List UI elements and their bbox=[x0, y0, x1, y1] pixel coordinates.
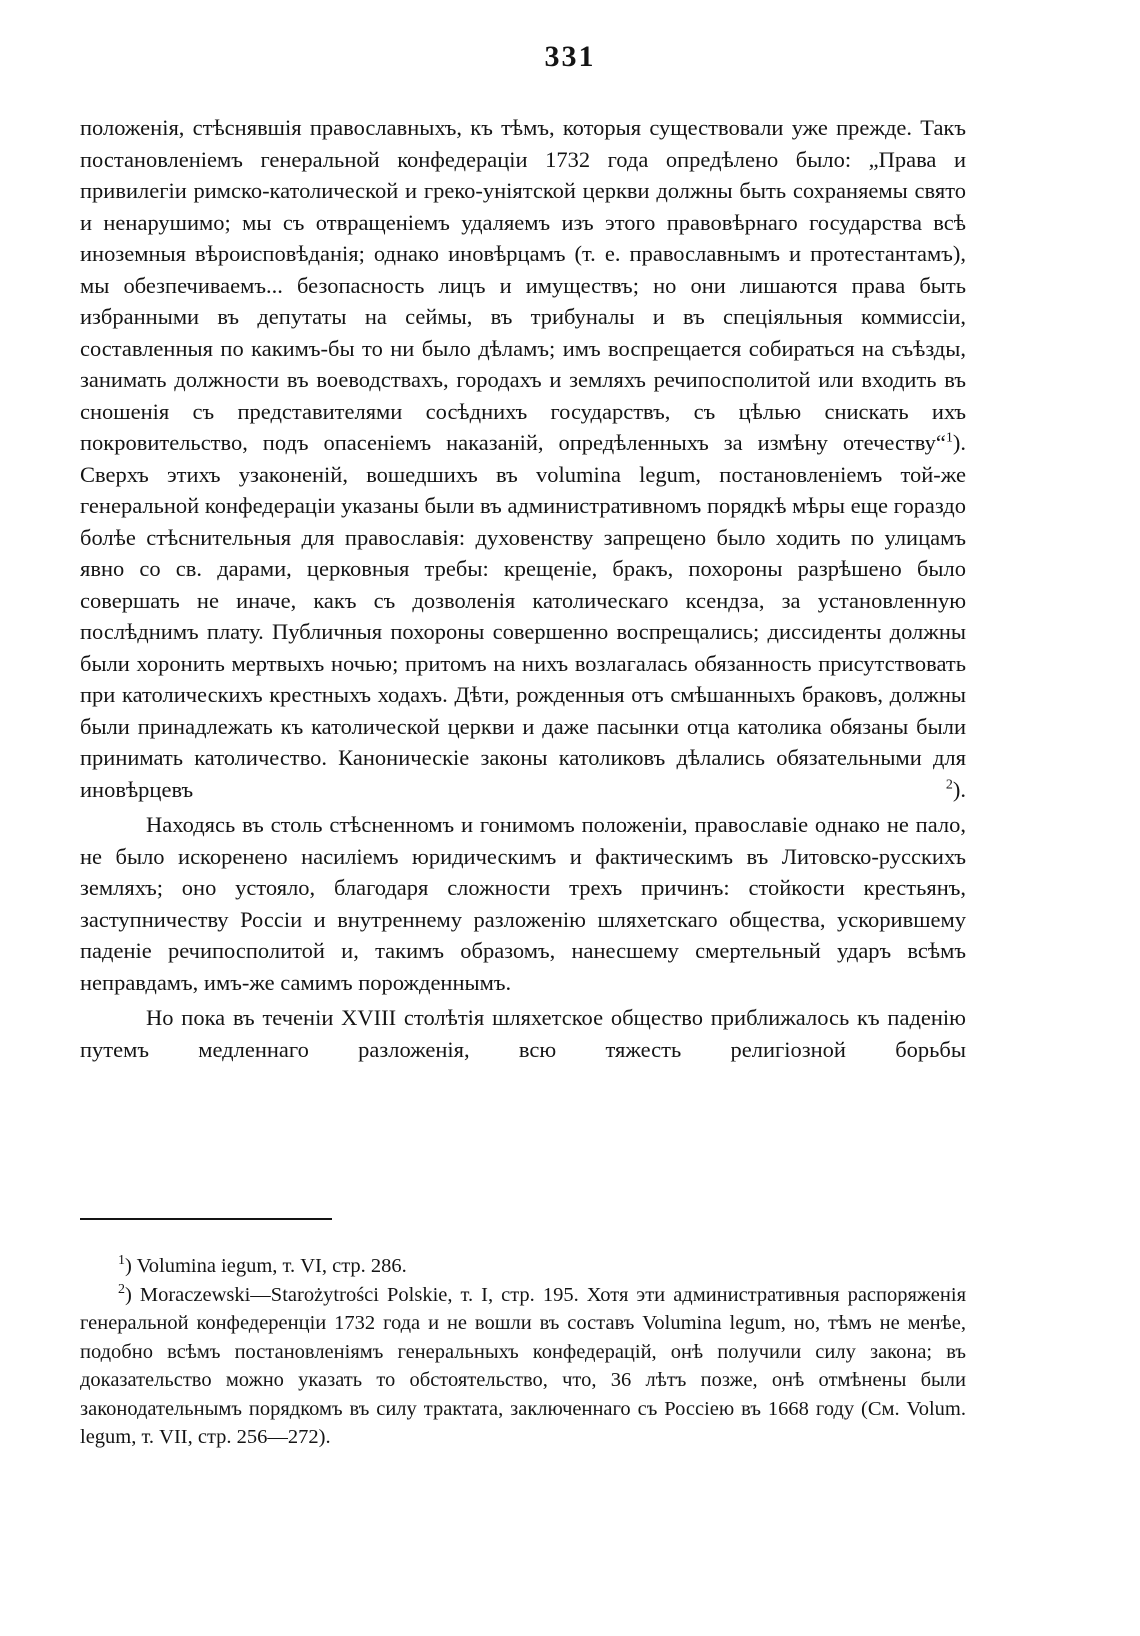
paragraph-2 bbox=[80, 809, 966, 998]
footnote-2 bbox=[80, 1281, 966, 1452]
footnote-1 bbox=[80, 1252, 966, 1281]
footnote-1-text: ) Volumina iegum, т. VI, стр. 286. bbox=[125, 1255, 407, 1277]
paragraph-3-text: Но пока въ теченіи XVIII столѣтія шляхетское общество приближалось къ паденію путемъ медленнаго разложенія, всю тяжесть религіозной борьбы bbox=[80, 1005, 966, 1062]
paragraph-2-text: Находясь въ столь стѣсненномъ и гонимомъ положеніи, православіе однако не пало, не было искоренено насиліемъ юридическимъ и фактическимъ въ Литовско-русскихъ земляхъ; оно устояло, благодаря сложности трехъ причинъ: стойкости крестьянъ, заступничеству Россіи и внутреннему разложенію шляхетскаго общества, ускорившему паденіе речипосполитой и, такимъ образомъ, нанесшему смертельный ударъ всѣмъ неправдамъ, имъ-же самимъ порожденнымъ. bbox=[80, 812, 966, 995]
paragraph-3 bbox=[80, 1002, 966, 1065]
paragraph-1-text: положенія, стѣснявшія православныхъ, къ тѣмъ, которыя существовали уже прежде. Такъ постановленіемъ генеральной конфедераціи 1732 года опредѣлено было: „Права и привилегіи римско-католической и греко-уніятской церкви должны быть сохраняемы свято и ненарушимо; мы съ отвращеніемъ удаляемъ изъ этого правовѣрнаго государства всѣ иноземныя вѣроисповѣданія; однако иновѣрцамъ (т. е. православнымъ и протестантамъ), мы обезпечиваемъ... безопасность лицъ и имуществъ; но они лишаются права быть избранными въ депутаты на сеймы, въ трибуналы и въ спеціяльныя коммиссіи, составленныя по какимъ-бы то ни было дѣламъ; имъ воспрещается собираться на съѣзды, занимать должности въ воеводствахъ, городахъ и земляхъ речипосполитой или входить въ сношенія съ представителями сосѣднихъ государствъ, съ цѣлью снискать ихъ покровительство, подъ опасеніемъ наказаній, опредѣленныхъ за измѣну отечеству“ bbox=[80, 115, 966, 455]
footnotes bbox=[80, 1252, 966, 1452]
paragraph-1 bbox=[80, 112, 966, 805]
paragraph-1-text-end: ). bbox=[952, 776, 966, 802]
footnote-2-mark: 2 bbox=[118, 1281, 125, 1297]
footnote-1-mark: 1 bbox=[118, 1253, 125, 1269]
footnote-2-text: ) Moraczewski—Starożytrości Polskie, т. I, стр. 195. Хотя эти административныя распоряженія генеральной конфедеренціи 1732 года и не вошли въ составъ Volumina legum, но, тѣмъ не менѣе, подобно всѣмъ постановленіямъ генеральныхъ конфедерацій, онѣ получили силу закона; въ доказательство можно указать то обстоятельство, что, 36 лѣтъ позже, онѣ отмѣнены были законодательнымъ порядкомъ въ силу трактата, заключеннаго съ Россіею въ 1668 году (См. Volum. legum, т. VII, стр. 256—272). bbox=[80, 1283, 966, 1448]
footnote-divider bbox=[80, 1218, 332, 1220]
main-text bbox=[80, 112, 966, 1069]
footnote-ref-1: 1 bbox=[945, 430, 953, 446]
paragraph-1-text-continued: ). Сверхъ этихъ узаконеній, вошедшихъ въ volumina legum, постановленіемъ той-же генеральной конфедераціи указаны были въ административномъ порядкѣ мѣры еще гораздо болѣе стѣснительныя для православія: духовенству запрещено было ходить по улицамъ явно со св. дарами, церковныя требы: крещеніе, бракъ, похороны разрѣшено было совершать не иначе, какъ съ дозволенія католическаго ксендза, за установленную послѣднимъ плату. Публичныя похороны совершенно воспрещались; диссиденты должны были хоронить мертвыхъ ночью; притомъ на нихъ возлагалась обязанность присутствовать при католическихъ крестныхъ ходахъ. Дѣти, рожденныя отъ смѣшанныхъ браковъ, должны были принадлежать къ католической церкви и даже пасынки отца католика обязаны были принимать католичество. Каноническіе законы католиковъ дѣлались обязательными для иновѣрцевъ bbox=[80, 430, 966, 802]
footnote-ref-2: 2 bbox=[945, 777, 953, 792]
page-number: 331 bbox=[544, 40, 596, 73]
